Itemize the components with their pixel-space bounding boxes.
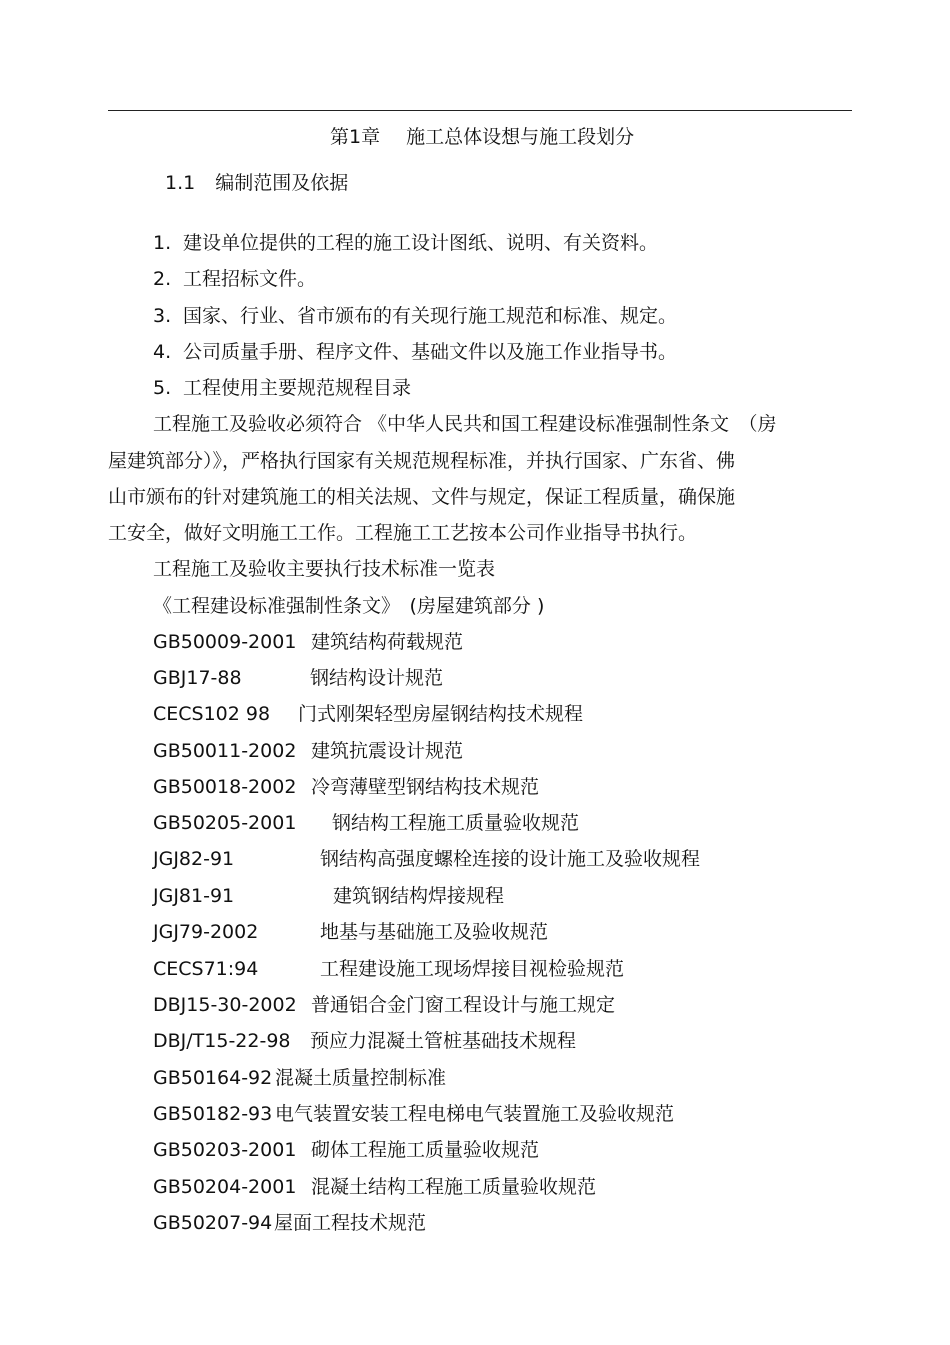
- standard-code: GB50205-2001: [153, 812, 297, 834]
- standard-code: GB50204-2001: [153, 1176, 297, 1198]
- standard-name: 门式刚架轻型房屋钢结构技术规程: [298, 703, 584, 725]
- mandatory-clause: 《工程建设标准强制性条文》 (房屋建筑部分 ): [153, 595, 545, 617]
- list-item-number: 2.: [153, 268, 172, 290]
- standard-name: 砌体工程施工质量验收规范: [311, 1139, 540, 1161]
- list-item-number: 1.: [153, 232, 172, 254]
- standard-name: 屋面工程技术规范: [274, 1212, 427, 1234]
- list-item-text: 工程使用主要规范规程目录: [183, 377, 412, 399]
- standard-row: [153, 1066, 446, 1090]
- standard-row: [153, 1029, 576, 1053]
- standard-name: 电气装置安装工程电梯电气装置施工及验收规范: [275, 1103, 675, 1125]
- list-item-text: 公司质量手册、程序文件、基础文件以及施工作业指导书。: [183, 341, 678, 363]
- header-rule: [108, 110, 852, 111]
- list-item-number: 5.: [153, 377, 172, 399]
- standard-row: [153, 1102, 674, 1126]
- standard-row: [153, 775, 539, 799]
- standard-row: [153, 957, 624, 981]
- list-item-number: 3.: [153, 305, 172, 327]
- standard-code: DBJ/T15-22-98: [153, 1030, 291, 1052]
- list-item-text: 工程招标文件。: [183, 268, 317, 290]
- standard-row: [153, 920, 548, 944]
- paragraph-line-3: 山市颁布的针对建筑施工的相关法规、文件与规定，保证工程质量，确保施: [108, 486, 736, 508]
- standard-name: 冷弯薄壁型钢结构技术规范: [311, 776, 540, 798]
- standard-code: GB50203-2001: [153, 1139, 297, 1161]
- standard-code: CECS71:94: [153, 958, 259, 980]
- standard-code: CECS102 98: [153, 703, 271, 725]
- standard-code: JGJ79-2002: [153, 921, 259, 943]
- standard-row: [153, 884, 504, 908]
- list-item: [153, 376, 411, 400]
- standard-name: 混凝土质量控制标准: [275, 1067, 447, 1089]
- standard-row: [153, 630, 463, 654]
- paragraph-line-2: 屋建筑部分）》，严格执行国家有关规范规程标准，并执行国家、广东省、佛: [108, 450, 736, 472]
- standard-row: [153, 811, 579, 835]
- list-item-number: 4.: [153, 341, 172, 363]
- standard-row: [153, 739, 463, 763]
- standard-code: GB50182-93: [153, 1103, 273, 1125]
- standard-name: 混凝土结构工程施工质量验收规范: [311, 1176, 597, 1198]
- chapter-heading: [330, 125, 634, 149]
- standard-name: 工程建设施工现场焊接目视检验规范: [320, 958, 625, 980]
- standard-row: [153, 702, 583, 726]
- standard-row: [153, 993, 615, 1017]
- standard-row: [153, 666, 443, 690]
- standard-code: JGJ81-91: [153, 885, 235, 907]
- section-title: 编制范围及依据: [215, 172, 349, 194]
- standard-row: [153, 1138, 539, 1162]
- standard-row: [153, 847, 700, 871]
- paragraph-line-1: 工程施工及验收必须符合 《中华人民共和国工程建设标准强制性条文 （房: [153, 413, 777, 435]
- section-number: 1.1: [165, 172, 196, 194]
- chapter-number: 第1章: [330, 126, 381, 148]
- standard-code: JGJ82-91: [153, 848, 235, 870]
- standard-name: 预应力混凝土管桩基础技术规程: [310, 1030, 577, 1052]
- standard-name: 建筑钢结构焊接规程: [333, 885, 505, 907]
- standard-code: GB50164-92: [153, 1067, 273, 1089]
- standard-name: 钢结构设计规范: [310, 667, 444, 689]
- standard-name: 地基与基础施工及验收规范: [320, 921, 549, 943]
- chapter-title: 施工总体设想与施工段划分: [406, 126, 635, 148]
- standard-name: 钢结构高强度螺栓连接的设计施工及验收规程: [320, 848, 701, 870]
- paragraph-line-4: 工安全，做好文明施工工作。工程施工工艺按本公司作业指导书执行。: [108, 522, 698, 544]
- list-item: [153, 231, 658, 255]
- standard-row: [153, 1175, 596, 1199]
- list-item-text: 建设单位提供的工程的施工设计图纸、说明、有关资料。: [183, 232, 659, 254]
- standard-code: GB50207-94: [153, 1212, 273, 1234]
- standard-code: GB50011-2002: [153, 740, 297, 762]
- standard-code: GBJ17-88: [153, 667, 242, 689]
- list-item: [153, 304, 677, 328]
- standard-code: GB50009-2001: [153, 631, 297, 653]
- standard-name: 建筑抗震设计规范: [311, 740, 464, 762]
- list-item-text: 国家、行业、省市颁布的有关现行施工规范和标准、规定。: [183, 305, 678, 327]
- standard-name: 建筑结构荷载规范: [311, 631, 464, 653]
- list-item: [153, 267, 316, 291]
- standards-table-heading: 工程施工及验收主要执行技术标准一览表: [153, 558, 496, 580]
- standard-code: GB50018-2002: [153, 776, 297, 798]
- list-item: [153, 340, 677, 364]
- standard-code: DBJ15-30-2002: [153, 994, 297, 1016]
- standard-row: [153, 1211, 426, 1235]
- standard-name: 钢结构工程施工质量验收规范: [332, 812, 580, 834]
- standard-name: 普通铝合金门窗工程设计与施工规定: [311, 994, 616, 1016]
- section-heading: [165, 171, 348, 195]
